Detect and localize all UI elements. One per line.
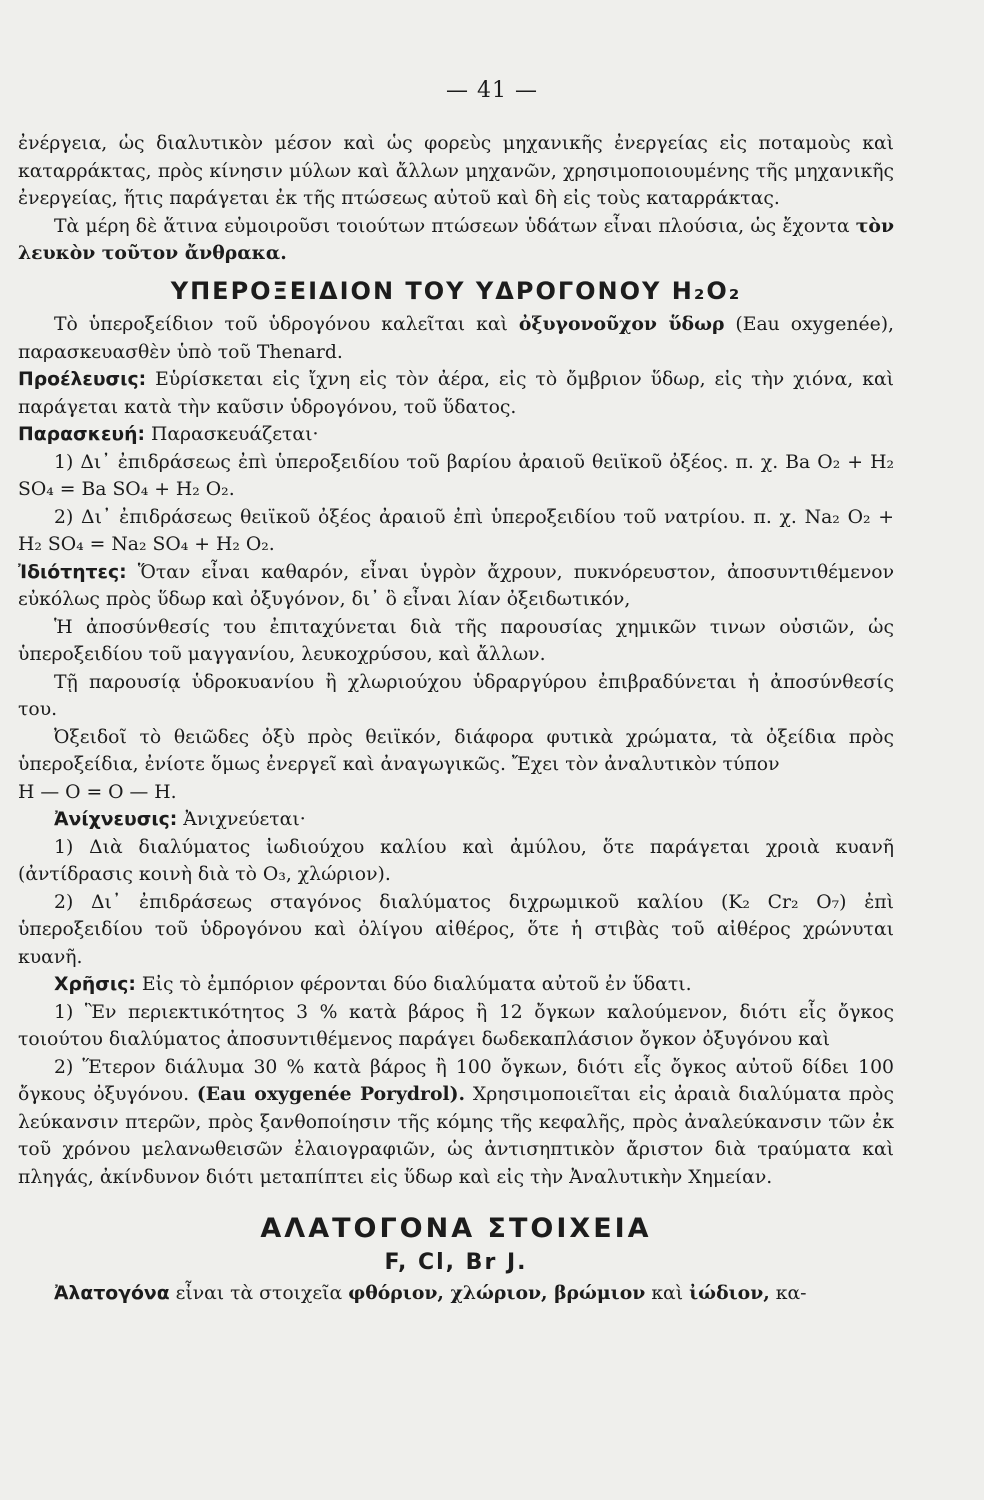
detection-label: Ἀνίχνευσις: xyxy=(54,809,178,830)
detection-method-1: 1) Διὰ διαλύματος ἰωδιούχου καλίου καὶ ἀμύλου, ὅτε παράγεται χροιὰ κυανῆ (ἀντίδρασις κοινὴ διὰ τὸ O₃, χλώριον). xyxy=(18,836,894,885)
definition-paragraph xyxy=(18,311,894,366)
preparation-method-1: 1) Δι᾿ ἐπιδράσεως ἐπὶ ὑπεροξειδίου τοῦ βαρίου ἀραιοῦ θειϊκοῦ ὀξέος. π. χ. Ba O₂ + H₂ SO₄ = Ba SO₄ + H₂ O₂. xyxy=(18,451,894,500)
halogens-label: Ἀλατογόνα xyxy=(54,1283,170,1304)
halogens-text-2: καὶ xyxy=(651,1283,684,1304)
detection-paragraph xyxy=(18,806,894,834)
halogen-symbols: F, Cl, Br J. xyxy=(384,1249,528,1275)
properties-text-4: Ὀξειδοῖ τὸ θειῶδες ὀξὺ πρὸς θειϊκόν, διάφορα φυτικὰ χρώματα, τὰ ὀξείδια πρὸς ὑπεροξείδια, ἐνίοτε ὅμως ἐνεργεῖ καὶ ἀναγωγικῶς. Ἔχει τὸν ἀναλυτικὸν τύπον xyxy=(18,726,894,775)
origin-text: Εὑρίσκεται εἰς ἴχνη εἰς τὸν ἀέρα, εἰς τὸ ὄμβριον ὕδωρ, εἰς τὴν χιόνα, καὶ παράγεται κατὰ τὴν καῦσιν ὑδρογόνου, τοῦ ὕδατος. xyxy=(18,369,894,418)
uses-text: Εἰς τὸ ἐμπόριον φέρονται δύο διαλύματα αὐτοῦ ἐν ὕδατι. xyxy=(141,974,692,995)
preparation-text: Παρασκευάζεται· xyxy=(150,424,319,445)
uses-item-2-text-2: Χρησιμοποιεῖται εἰς ἀραιὰ διαλύματα πρὸς λεύκανσιν πτερῶν, πρὸς ξανθοποίησιν τῆς κόμης τῆς κεφαλῆς, πρὸς ἀναλεύκανσιν τῶν ἐκ τοῦ χρόνου μελανωθεισῶν ἐλαιογραφιῶν, ὡς ἀντισηπτικὸν ἄριστον διὰ τραύματα καὶ πληγάς, ἀκίνδυνον διότι μεταπίπτει εἰς ὕδωρ καὶ εἰς τὴν Ἀναλυτικὴν Χημείαν. xyxy=(18,1084,894,1188)
halogens-text-1: εἶναι τὰ στοιχεῖα xyxy=(175,1283,343,1304)
body-text xyxy=(18,130,894,1308)
preparation-paragraph xyxy=(18,421,894,449)
halogens-elements: φθόριον, χλώριον, βρώμιον xyxy=(348,1282,646,1304)
definition-text-2: (Eau oxygenée), παρασκευασθὲν ὑπὸ τοῦ Thenard. xyxy=(18,314,894,363)
origin-label: Προέλευσις: xyxy=(18,369,147,390)
uses-item-2-text: 2) Ἕτερον διάλυμα 30 % κατὰ βάρος ἢ 100 ὄγκων, διότι εἷς ὄγκος αὐτοῦ δίδει 100 ὄγκους ὀξυγόνου. xyxy=(18,1056,894,1105)
uses-paragraph xyxy=(18,971,894,999)
uses-item-2 xyxy=(18,1054,894,1192)
properties-text-1: Ὅταν εἶναι καθαρόν, εἶναι ὑγρὸν ἄχρουν, πυκνόρευστον, ἀποσυντιθέμενον εὐκόλως πρὸς ὕδωρ καὶ ὀξυγόνον, δι᾿ ὃ εἶναι λίαν ὀξειδωτικόν, xyxy=(18,561,894,610)
section-heading-halogens: ΑΛΑΤΟΓΟΝΑ ΣΤΟΙΧΕΙΑ xyxy=(260,1213,652,1244)
intro-text-2: Τὰ μέρη δὲ ἅτινα εὐμοιροῦσι τοιούτων πτώσεων ὑδάτων εἶναι πλούσια, ὡς ἔχοντα xyxy=(54,215,850,237)
intro-text: ἐνέργεια, ὡς διαλυτικὸν μέσον καὶ ὡς φορεὺς μηχανικῆς ἐνεργείας εἰς ποταμοὺς καὶ καταρράκτας, πρὸς κίνησιν μύλων καὶ ἄλλων μηχανῶν, χρησιμοποιουμένης τῆς μηχανικῆς ἐνεργείας, ἥτις παράγεται ἐκ τῆς πτώσεως αὐτοῦ καὶ δὴ εἰς τοὺς καταρράκτας. xyxy=(18,133,894,209)
preparation-method-2: 2) Δι᾿ ἐπιδράσεως θειϊκοῦ ὀξέος ἀραιοῦ ἐπὶ ὑπεροξειδίου τοῦ νατρίου. π. χ. Na₂ O₂ + H₂ SO₄ = Na₂ SO₄ + H₂ O₂. xyxy=(18,506,894,555)
origin-paragraph xyxy=(18,366,894,421)
structural-formula: H — O = O — H. xyxy=(18,781,177,803)
page-number: — 41 — xyxy=(446,78,538,103)
intro-paragraph-2 xyxy=(18,213,894,268)
uses-item-1: 1) Ἓν περιεκτικότητος 3 % κατὰ βάρος ἢ 12 ὄγκων καλούμενον, διότι εἷς ὄγκος τοιούτου διαλύματος ἀποσυντιθέμενος παράγει δωδεκαπλάσιον ὄγκον ὀξυγόνου καὶ xyxy=(18,1001,894,1050)
properties-text-2: Ἡ ἀποσύνθεσίς του ἐπιταχύνεται διὰ τῆς παρουσίας χημικῶν τινων οὐσιῶν, ὡς ὑπεροξειδίου τοῦ μαγγανίου, λευκοχρύσου, καὶ ἄλλων. xyxy=(18,616,894,665)
definition-bold: ὀξυγονοῦχον ὕδωρ xyxy=(518,313,725,335)
section-heading-hydrogen-peroxide: ΥΠΕΡΟΞΕΙΔΙΟΝ ΤΟΥ ΥΔΡΟΓΟΝΟΥ H₂O₂ xyxy=(170,276,742,305)
halogens-paragraph xyxy=(18,1280,894,1308)
properties-label: Ἰδιότητες: xyxy=(18,561,127,583)
properties-paragraph xyxy=(18,559,894,614)
definition-text: Τὸ ὑπεροξείδιον τοῦ ὑδρογόνου καλεῖται καὶ xyxy=(54,314,508,335)
intro-bold: τὸν λευκὸν τοῦτον ἄνθρακα. xyxy=(18,214,894,264)
detection-method-2: 2) Δι᾿ ἐπιδράσεως σταγόνος διαλύματος διχρωμικοῦ καλίου (K₂ Cr₂ O₇) ἐπὶ ὑπεροξειδίου τοῦ ὑδρογόνου καὶ ὀλίγου αἰθέρος, ὅτε ἡ στιβὰς τοῦ αἰθέρος χρώνυται κυανῆ. xyxy=(18,891,894,968)
halogens-iodine: ἰώδιον, xyxy=(689,1282,770,1304)
properties-text-3: Τῇ παρουσίᾳ ὑδροκυανίου ἢ χλωριούχου ὑδραργύρου ἐπιβραδύνεται ἡ ἀποσύνθεσίς του. xyxy=(18,671,894,720)
intro-paragraph xyxy=(18,130,894,213)
preparation-label: Παρασκευή: xyxy=(18,424,145,445)
uses-item-2-bold: (Eau oxygenée Porydrol). xyxy=(196,1083,466,1105)
uses-label: Χρῆσις: xyxy=(54,974,136,995)
detection-text: Ἀνιχνεύεται· xyxy=(183,809,306,830)
halogens-text-3: κα- xyxy=(775,1283,807,1304)
